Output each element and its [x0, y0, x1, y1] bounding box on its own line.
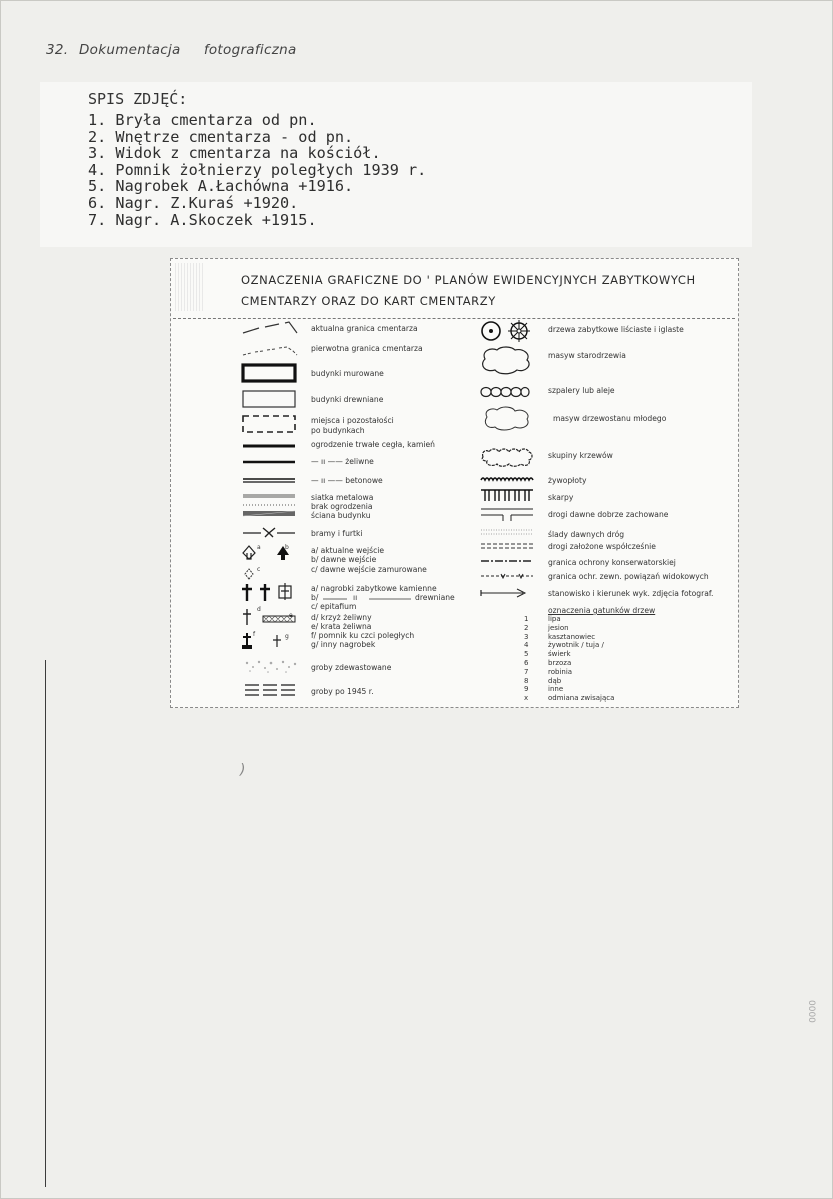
legend-label: drewniane: [415, 593, 455, 602]
tombstone-icons: [241, 581, 299, 603]
legend-label: groby po 1945 r.: [311, 687, 374, 696]
legend-label: — ıı —— żeliwne: [311, 457, 374, 466]
mark-g: g: [285, 633, 289, 640]
legend-label: f/ pomnik ku czci poległych: [311, 631, 415, 640]
building-remains-icon: [241, 413, 299, 437]
trees-icon: [479, 319, 535, 343]
legend-label: po budynkach: [311, 426, 365, 435]
photo-list-item: 5. Nagrobek A.Łachówna +1916.: [88, 177, 354, 196]
legend-label: groby zdewastowane: [311, 663, 392, 672]
legend-label: miejsca i pozostałości: [311, 416, 394, 425]
mark-c: c: [257, 566, 261, 573]
legend-label: siatka metalowa: [311, 493, 374, 502]
legend-label: g/ inny nagrobek: [311, 640, 376, 649]
legend-label: budynki murowane: [311, 369, 384, 378]
legend-label: szpalery lub aleje: [548, 386, 615, 395]
young-stand-icon: [479, 405, 533, 431]
original-boundary-icon: [241, 341, 301, 359]
photo-list-title: SPIS ZDJĘĆ:: [88, 90, 188, 108]
species-name: odmiana zwisająca: [548, 694, 615, 703]
stray-mark: ): [240, 762, 246, 778]
tree-rows-icon: [477, 383, 533, 401]
hedge-icon: [479, 475, 535, 485]
species-name: jesion: [548, 623, 569, 632]
mark-f: f: [253, 631, 256, 638]
legend-label: a/ nagrobki zabytkowe kamienne: [311, 584, 437, 593]
legend-label: ślady dawnych dróg: [548, 530, 625, 539]
wooden-building-icon: [241, 389, 299, 411]
photo-list-panel: [40, 82, 752, 247]
gate-icon: [241, 525, 299, 539]
margin-line: [45, 660, 46, 1187]
cast-iron-fence-icon: [241, 457, 299, 467]
devastated-graves-icon: [241, 657, 299, 675]
section-title-word2: fotograficzna: [203, 42, 297, 58]
species-name: inne: [548, 685, 564, 694]
legend-label: e/ krata żeliwna: [311, 622, 372, 631]
protection-boundary-icon: [479, 557, 535, 565]
species-name: lipa: [548, 615, 561, 623]
legend-label: skupiny krzewów: [548, 451, 613, 460]
species-name: żywotnik / tuja /: [548, 641, 604, 650]
species-heading: oznaczenia gatunków drzew: [548, 606, 656, 615]
new-roads-icon: [479, 541, 535, 551]
legend-label: granica ochr. zewn. powiązań widokowych: [548, 572, 709, 581]
monument-icons: [241, 631, 299, 651]
section-number: 32.: [46, 42, 69, 58]
current-boundary-icon: [241, 319, 301, 337]
species-number: 3: [524, 632, 529, 641]
photo-list-item: 3. Widok z cmentarza na kościół.: [88, 144, 381, 163]
species-number: 5: [524, 650, 529, 659]
species-number: 9: [524, 685, 529, 694]
species-number: 6: [524, 659, 529, 667]
photo-list-item: 2. Wnętrze cmentarza - od pn.: [88, 127, 354, 146]
photo-list: [88, 112, 426, 228]
legend-label: aktualna granica cmentarza: [311, 324, 418, 333]
legend-label: drogi dawne dobrze zachowane: [548, 510, 669, 519]
legend-label: — ıı —— betonowe: [311, 476, 383, 485]
legend-label: stanowisko i kierunek wyk. zdjęcia fotograf.: [548, 589, 714, 598]
legend-title-line2: CMENTARZY ORAZ DO KART CMENTARZY: [241, 294, 496, 308]
legend-label: c/ epitafium: [311, 602, 357, 611]
fence-types-icon: [241, 491, 299, 519]
species-number: 2: [524, 623, 529, 632]
legend-label: drogi założone współcześnie: [548, 542, 656, 551]
legend-label: ściana budynku: [311, 511, 371, 520]
species-number: 4: [524, 641, 529, 650]
species-number: 8: [524, 676, 529, 685]
view-boundary-icon: [479, 571, 535, 581]
legend-label: b/ dawne wejście: [311, 555, 377, 564]
legend-label: masyw starodrzewia: [548, 351, 626, 360]
photo-list-item: 1. Bryła cmentarza od pn.: [88, 111, 317, 129]
species-name: dąb: [548, 676, 562, 685]
legend-label: ogrodzenie trwałe cegła, kamień: [311, 440, 435, 449]
post-1945-graves-icon: [241, 681, 299, 699]
legend-label: drzewa zabytkowe liściaste i iglaste: [548, 325, 684, 334]
legend-label: d/ krzyż żeliwny: [311, 613, 372, 622]
photo-list-item: 7. Nagr. A.Skoczek +1915.: [88, 210, 317, 229]
old-stand-icon: [477, 345, 533, 375]
species-name: brzoza: [548, 659, 572, 667]
legend-label: bramy i furtki: [311, 529, 363, 538]
page-header: [46, 42, 297, 58]
legend-label: b/: [311, 593, 319, 602]
legend-label: granica ochrony konserwatorskiej: [548, 558, 676, 567]
scan-artifact: [175, 263, 205, 311]
shrub-groups-icon: [479, 445, 535, 469]
entrance-arrows-icon: [241, 543, 299, 585]
mark-d: d: [257, 606, 261, 613]
species-name: kasztanowiec: [548, 632, 596, 641]
masonry-building-icon: [241, 363, 299, 385]
old-roads-icon: [479, 505, 535, 521]
escarpment-icon: [479, 487, 535, 503]
species-number: 1: [524, 615, 529, 623]
legend-sheet: [170, 258, 739, 708]
legend-label: skarpy: [548, 493, 574, 502]
mark-e: e: [289, 612, 293, 619]
concrete-fence-icon: [241, 475, 299, 485]
legend-title-line1: OZNACZENIA GRAFICZNE DO ' PLANÓW EWIDENCYJNYCH ZABYTKOWYCH: [241, 273, 696, 287]
legend-label: budynki drewniane: [311, 395, 384, 404]
legend-label: c/ dawne wejście zamurowane: [311, 565, 427, 574]
legend-label: masyw drzewostanu młodego: [553, 414, 667, 423]
photo-list-item: 4. Pomnik żołnierzy poległych 1939 r.: [88, 160, 427, 179]
mark-b: b: [285, 544, 289, 551]
road-traces-icon: [479, 527, 535, 537]
legend-label: ıı: [353, 593, 358, 602]
legend-label: a/ aktualne wejście: [311, 546, 385, 555]
species-name: robinia: [548, 667, 573, 676]
section-title-word1: Dokumentacja: [78, 42, 181, 58]
photo-position-icon: [479, 587, 535, 599]
species-number: x: [524, 694, 529, 703]
permanent-fence-icon: [241, 441, 299, 451]
legend-label: żywopłoty: [548, 476, 587, 485]
species-name: świerk: [548, 650, 571, 659]
legend-label: brak ogrodzenia: [311, 502, 373, 511]
mark-a: a: [257, 544, 261, 551]
species-number: 7: [524, 667, 529, 676]
photo-list-item: 6. Nagr. Z.Kuraś +1920.: [88, 193, 299, 212]
edge-mark: 0000: [806, 1000, 816, 1023]
legend-label: pierwotna granica cmentarza: [311, 344, 423, 353]
